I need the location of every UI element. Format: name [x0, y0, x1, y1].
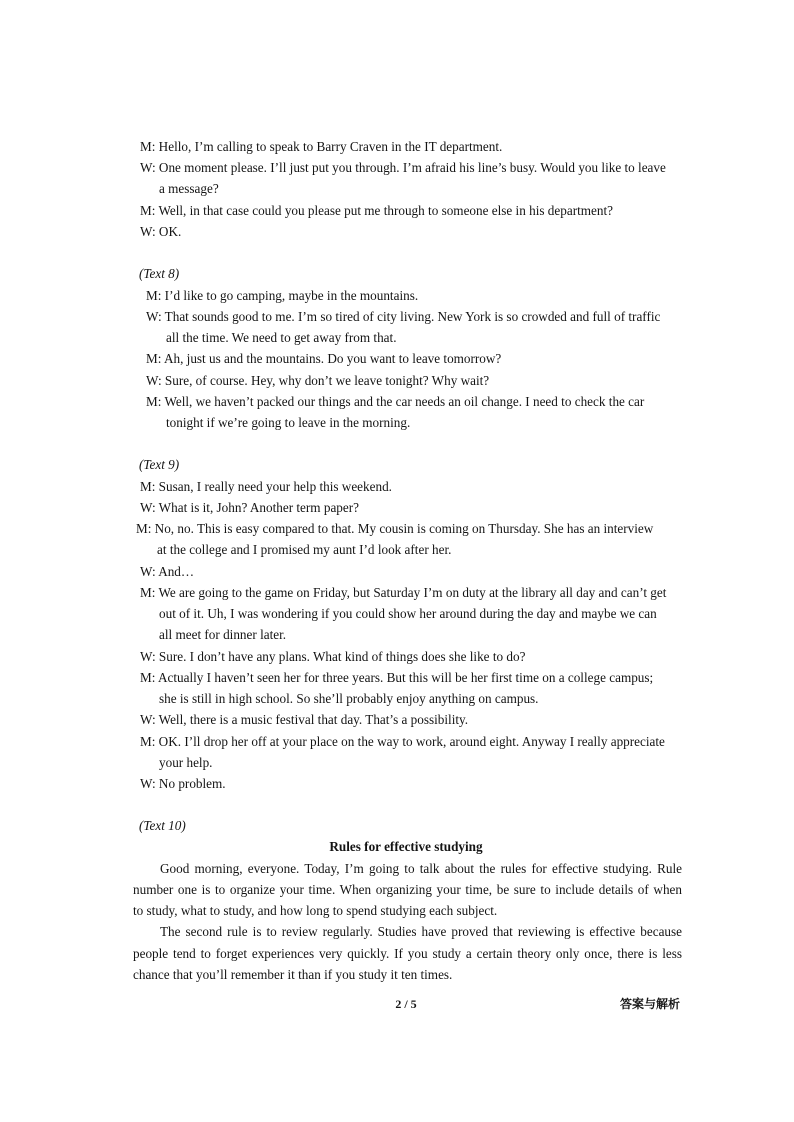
section-label-text-9: (Text 9)	[139, 457, 180, 472]
dialogue-line: W: No problem.	[140, 776, 226, 791]
section-label-text-8: (Text 8)	[139, 266, 180, 281]
dialogue-line: she is still in high school. So she’ll probably enjoy anything on campus.	[159, 691, 539, 706]
dialogue-line: W: OK.	[140, 224, 182, 239]
dialogue-line: M: We are going to the game on Friday, but Saturday I’m on duty at the library all day and can’t get	[140, 585, 667, 600]
dialogue-line: W: Sure. I don’t have any plans. What kind of things does she like to do?	[140, 649, 526, 664]
dialogue-line: M: No, no. This is easy compared to that. My cousin is coming on Thursday. She has an interview	[136, 521, 654, 536]
dialogue-line: your help.	[159, 755, 213, 770]
dialogue-line: M: Ah, just us and the mountains. Do you want to leave tomorrow?	[146, 351, 502, 366]
dialogue-line: W: What is it, John? Another term paper?	[140, 500, 359, 515]
dialogue-line: out of it. Uh, I was wondering if you could show her around during the day and maybe we can	[159, 606, 657, 621]
passage-line: chance that you’ll remember it than if you study it ten times.	[133, 967, 453, 982]
dialogue-line: W: That sounds good to me. I’m so tired of city living. New York is so crowded and full of traffic	[146, 309, 661, 324]
dialogue-line: all the time. We need to get away from that.	[166, 330, 397, 345]
passage-title: Rules for effective studying	[329, 839, 483, 854]
dialogue-line: tonight if we’re going to leave in the morning.	[166, 415, 411, 430]
passage-line: The second rule is to review regularly. Studies have proved that reviewing is effective because	[160, 924, 682, 939]
dialogue-line: M: Actually I haven’t seen her for three years. But this will be her first time on a college campus;	[140, 670, 654, 685]
passage-line: Good morning, everyone. Today, I’m going to talk about the rules for effective studying. Rule	[160, 861, 682, 876]
dialogue-line: at the college and I promised my aunt I’d look after her.	[157, 542, 452, 557]
page-number: 2 / 5	[395, 997, 417, 1011]
dialogue-line: all meet for dinner later.	[159, 627, 287, 642]
dialogue-line: W: And…	[140, 564, 195, 579]
dialogue-line: M: I’d like to go camping, maybe in the mountains.	[146, 288, 419, 303]
dialogue-line: M: Well, in that case could you please put me through to someone else in his department?	[140, 203, 613, 218]
passage-line: number one is to organize your time. When organizing your time, be sure to include details of when	[133, 882, 682, 897]
dialogue-line: M: Well, we haven’t packed our things and the car needs an oil change. I need to check the car	[146, 394, 645, 409]
dialogue-line: M: Susan, I really need your help this weekend.	[140, 479, 392, 494]
dialogue-line: W: One moment please. I’ll just put you through. I’m afraid his line’s busy. Would you like to leave	[140, 160, 666, 175]
passage-line: to study, what to study, and how long to spend studying each subject.	[133, 903, 498, 918]
dialogue-line: a message?	[159, 181, 219, 196]
footer-label: 答案与解析	[620, 997, 681, 1011]
dialogue-line: W: Sure, of course. Hey, why don’t we leave tonight? Why wait?	[146, 373, 490, 388]
dialogue-line: W: Well, there is a music festival that day. That’s a possibility.	[140, 712, 469, 727]
dialogue-line: M: Hello, I’m calling to speak to Barry Craven in the IT department.	[140, 139, 503, 154]
dialogue-line: M: OK. I’ll drop her off at your place on the way to work, around eight. Anyway I really appreciate	[140, 734, 665, 749]
section-label-text-10: (Text 10)	[139, 818, 186, 833]
passage-line: people tend to forget experiences very quickly. If you study a certain theory only once, there is less	[133, 946, 682, 961]
